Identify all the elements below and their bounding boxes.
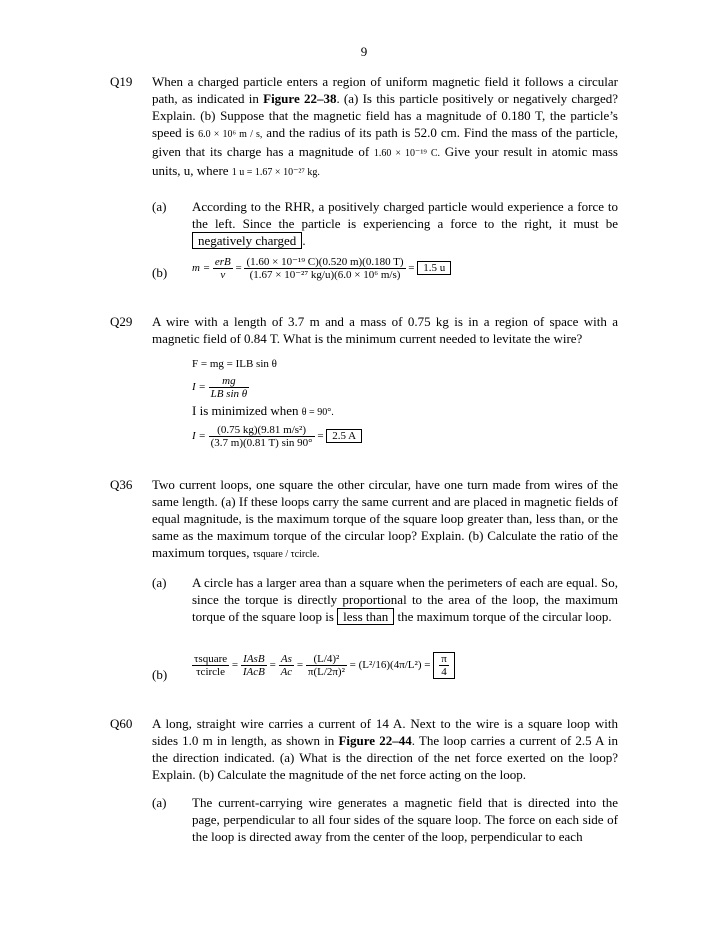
q19-text-3: and the radius of its path is 52.0 cm. Find the mass of the particle, given that its charge has a magnitude of (152, 125, 618, 159)
q36-b-fraction-2 (241, 653, 267, 678)
q19-b-fraction-2 (244, 256, 405, 281)
q36-b-f2-den: IAcB (242, 666, 265, 678)
q36-b-equation: $\frac{\text{τsquare}}{\text{τcircle}}$ = $\frac{\text{IAsB}}{\text{IAcB}}$ = $\frac{As}{Ac}$ = $\frac{\text{(L/4)²}}{\text{π(L/2π)²}}$ = (L²/16)(4π/L²) = $\frac{\pi}{4}$ (192, 652, 455, 679)
q19-a-end: . (302, 233, 306, 248)
q19-b-lhs: m = (192, 262, 211, 275)
q36-b-f4-den: π(L/2π)² (307, 666, 345, 678)
q36-b-answer-num: π (441, 653, 447, 665)
question-text-q36 (152, 476, 618, 563)
q19-b-equation: m = $\frac{\text{erB}}{v}$ = $\frac{\text{(1.60 × 10⁻¹⁹ C)(0.520 m)(0.180 T)}}{\text{(1.67 × 10⁻²⁷ kg/u)(6.0 × 10⁶ m/s)}}$ = 1.5 u (192, 256, 451, 281)
q19-b-num2: (1.60 × 10⁻¹⁹ C)(0.520 m)(0.180 T) (246, 256, 404, 268)
q29-eq-current (192, 375, 249, 400)
q29-minimized-line (192, 403, 334, 421)
q36-b-f1-den: τcircle (196, 666, 225, 678)
q36-b-fraction-1 (192, 653, 229, 678)
question-label-q29: Q29 (110, 314, 133, 329)
q36-b-f5: (L²/16)(4π/L²) (358, 659, 422, 672)
q36-b-fraction-3 (279, 653, 295, 678)
q29-eq2-lhs: I = (192, 381, 206, 394)
q36-a-text-2: the maximum torque of the circular loop. (397, 609, 612, 624)
question-text-q29: A wire with a length of 3.7 m and a mass of 0.75 kg is in a region of space with a magnetic field of 0.84 T. What is the minimum current needed to levitate the wire? (152, 314, 618, 346)
question-label-q60: Q60 (110, 716, 133, 731)
q60-part-a-text: The current-carrying wire generates a magnetic field that is directed into the page, perpendicular to all four sides of the square loop. The force on each side of the loop is directed away from the center of the loop, perpendicular to each (192, 795, 618, 844)
q36-b-answer-den: 4 (441, 666, 447, 678)
q29-eq2-den: LB sin θ (210, 388, 248, 400)
q19-text-1: When a charged particle enters a region of uniform magnetic field it follows a circular path, as indicated in (152, 74, 618, 106)
q29-eq3-num: (0.75 kg)(9.81 m/s²) (209, 424, 315, 437)
q36-b-f2-num: IAsB (241, 653, 267, 666)
q29-eq3-den: (3.7 m)(0.81 T) sin 90° (210, 437, 313, 449)
q19-text-4: Give your result in atomic mass units, u, where (152, 144, 618, 178)
q36-a-text-1: A circle has a larger area than a square when the perimeters of each are equal. So, since the torque is directly proportional to the area of the loop, the maximum torque of the square loop is (192, 575, 618, 624)
q19-b-answer-box: 1.5 u (417, 261, 451, 275)
q36-part-a-label: (a) (152, 575, 167, 590)
q19-b-den2: (1.67 × 10⁻²⁷ kg/u)(6.0 × 10⁶ m/s) (249, 269, 401, 281)
q36-b-fraction-4 (306, 653, 347, 678)
q19-a-explanation: According to the RHR, a positively charged particle would experience a force to the left. Since the particle is experiencing a force to the right, it must be (192, 199, 618, 231)
q29-answer-box: 2.5 A (326, 429, 362, 443)
q19-figure-ref: Figure 22–38 (263, 91, 337, 106)
q29-min-cond: θ = 90°. (301, 407, 334, 418)
question-text-q19 (152, 73, 618, 181)
q29-min-text: I is minimized when (192, 403, 299, 418)
q29-eq-result: I = $\frac{\text{(0.75 kg)(9.81 m/s²)}}{(3.7 m)(0.81 T) \sin 90^\circ}$ = 2.5 A (192, 424, 362, 449)
q36-b-f3-num: As (279, 653, 295, 666)
q36-text: Two current loops, one square the other circular, have one turn made from wires of the same length. (a) If these loops carry the same current and are placed in magnetic fields of equal magnitude, is the maximum torque of the square loop greater than, less than, or the same as the maximum torque of the circular loop? Explain. (b) Calculate the ratio of the maximum torques, (152, 477, 618, 560)
q19-amu: 1 u = 1.67 × 10⁻²⁷ kg. (231, 167, 320, 178)
q36-part-a-text (192, 574, 618, 625)
question-label-q19: Q19 (110, 74, 133, 89)
q60-text-2: . The loop carries a current of 2.5 A in the direction indicated. (a) What is the direction of the net force exerted on the loop? Explain. (b) Calculate the magnitude of the net force acting on the loop. (152, 733, 618, 782)
q29-eq-force: F = mg = ILB sin θ (192, 358, 277, 370)
q36-b-f1-num: τsquare (194, 653, 228, 665)
q19-part-b-label: (b) (152, 265, 168, 280)
q19-charge: 1.60 × 10⁻¹⁹ C. (373, 148, 440, 159)
q19-b-num1: erB (214, 256, 231, 268)
q60-part-a-label: (a) (152, 795, 167, 810)
q19-part-a-label: (a) (152, 199, 167, 214)
q19-part-a-text (192, 198, 618, 249)
q60-text-1: A long, straight wire carries a current of 14 A. Next to the wire is a square loop with sides 1.0 m in length, as shown in (152, 716, 618, 748)
q19-text-2: . (a) Is this particle positively or negatively charged? Explain. (b) Suppose that the magnetic field has a magnitude of 0.180 T, the particle’s speed is (152, 91, 619, 140)
q19-b-fraction-1 (213, 256, 233, 281)
q29-eq2-num: mg (209, 375, 250, 388)
page-number: 9 (360, 44, 368, 59)
q36-b-f3-den: Ac (280, 666, 293, 678)
q36-part-b-label: (b) (152, 667, 168, 682)
question-label-q36: Q36 (110, 477, 133, 492)
q29-eq2-fraction (209, 375, 250, 400)
q36-a-answer-box: less than (337, 608, 394, 625)
q19-speed: 6.0 × 10⁶ m / s, (198, 129, 263, 140)
question-text-q60 (152, 715, 618, 783)
q60-figure-ref: Figure 22–44 (338, 733, 412, 748)
q19-b-den1: v (220, 269, 226, 281)
q36-b-answer-box (433, 652, 455, 679)
q29-eq3-lhs: I = (192, 430, 206, 443)
q19-a-answer-box: negatively charged (192, 232, 302, 249)
q29-eq3-fraction (209, 424, 315, 449)
q36-b-f4-num: (L/4)² (306, 653, 347, 666)
q36-ratio: τsquare / τcircle. (252, 549, 320, 560)
